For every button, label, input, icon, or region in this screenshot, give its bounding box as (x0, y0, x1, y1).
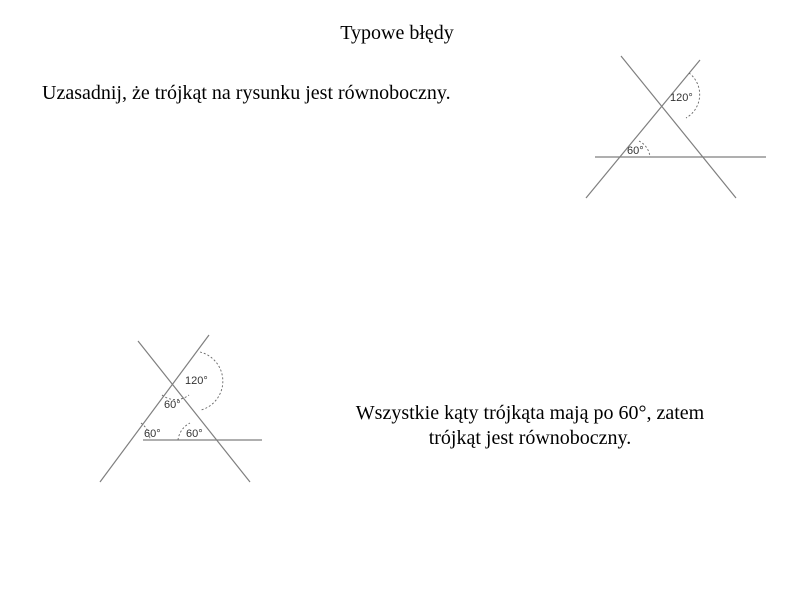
figure-bottom-angle-apex-label: 60° (164, 399, 181, 411)
answer-line-1: Wszystkie kąty trójkąta mają po 60°, zatem (355, 402, 705, 424)
figure-bottom-angle-right-label: 60° (186, 428, 203, 440)
answer-line-2: trójkąt jest równoboczny. (428, 427, 632, 449)
figure-bottom-left-side-line (100, 335, 209, 482)
figure-top-angle-60-label: 60° (627, 145, 644, 157)
answer-text (300, 401, 760, 451)
task-text: Uzasadnij, że trójkąt na rysunku jest równoboczny. (42, 82, 451, 104)
figure-top-angle-120-label: 120° (670, 92, 693, 104)
figure-bottom-angle-120-label: 120° (185, 375, 208, 387)
figure-bottom-angle-left-label: 60° (144, 428, 161, 440)
slide-title: Typowe błędy (340, 22, 454, 44)
figure-bottom-right-side-line (138, 341, 250, 482)
